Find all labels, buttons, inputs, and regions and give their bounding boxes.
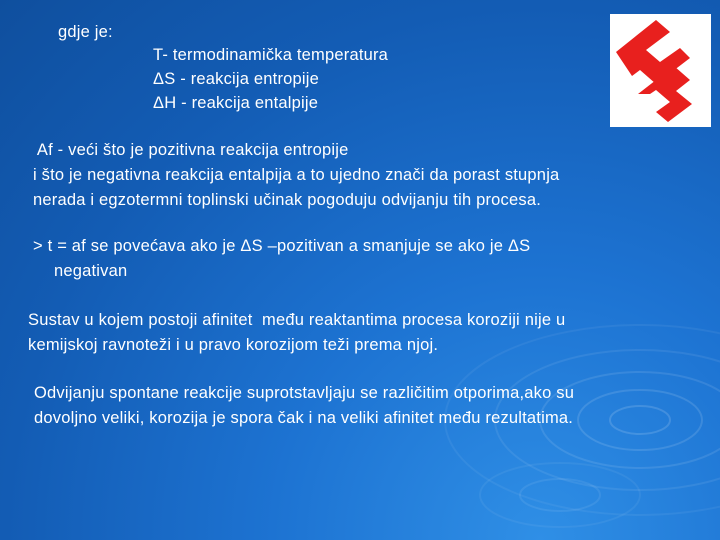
intro-text: gdje je: [58,23,113,41]
paragraph-system-line1: Sustav u kojem postoji afinitet među reaktantima procesa koroziji nije u [28,311,566,329]
paragraph-entropy-line2: negativan [54,262,128,280]
paragraph-affinity-line1: Af - veći što je pozitivna reakcija entropije [33,141,349,159]
paragraph-entropy-line1: > t = af se povećava ako je ΔS –pozitivan a smanjuje se ako je ΔS [33,237,531,255]
paragraph-resistance-line1: Odvijanju spontane reakcije suprotstavljaju se različitim otporima,ako su [34,384,575,402]
definition-entropy: ΔS - reakcija entropije [153,70,320,88]
definition-enthalpy: ΔH - reakcija entalpije [153,94,319,112]
definition-temperature: T- termodinamička temperatura [153,46,389,64]
paragraph-affinity-line3: nerada i egzotermni toplinski učinak pogoduju odvijanju tih procesa. [33,191,541,209]
red-s-logo-icon [610,14,711,127]
paragraph-system-line2: kemijskoj ravnoteži i u pravo korozijom teži prema njoj. [28,336,439,354]
logo-box [610,14,711,127]
paragraph-resistance-line2: dovoljno veliki, korozija je spora čak i na veliki afinitet među rezultatima. [34,409,574,427]
paragraph-affinity-line2: i što je negativna reakcija entalpija a to ujedno znači da porast stupnja [33,166,560,184]
